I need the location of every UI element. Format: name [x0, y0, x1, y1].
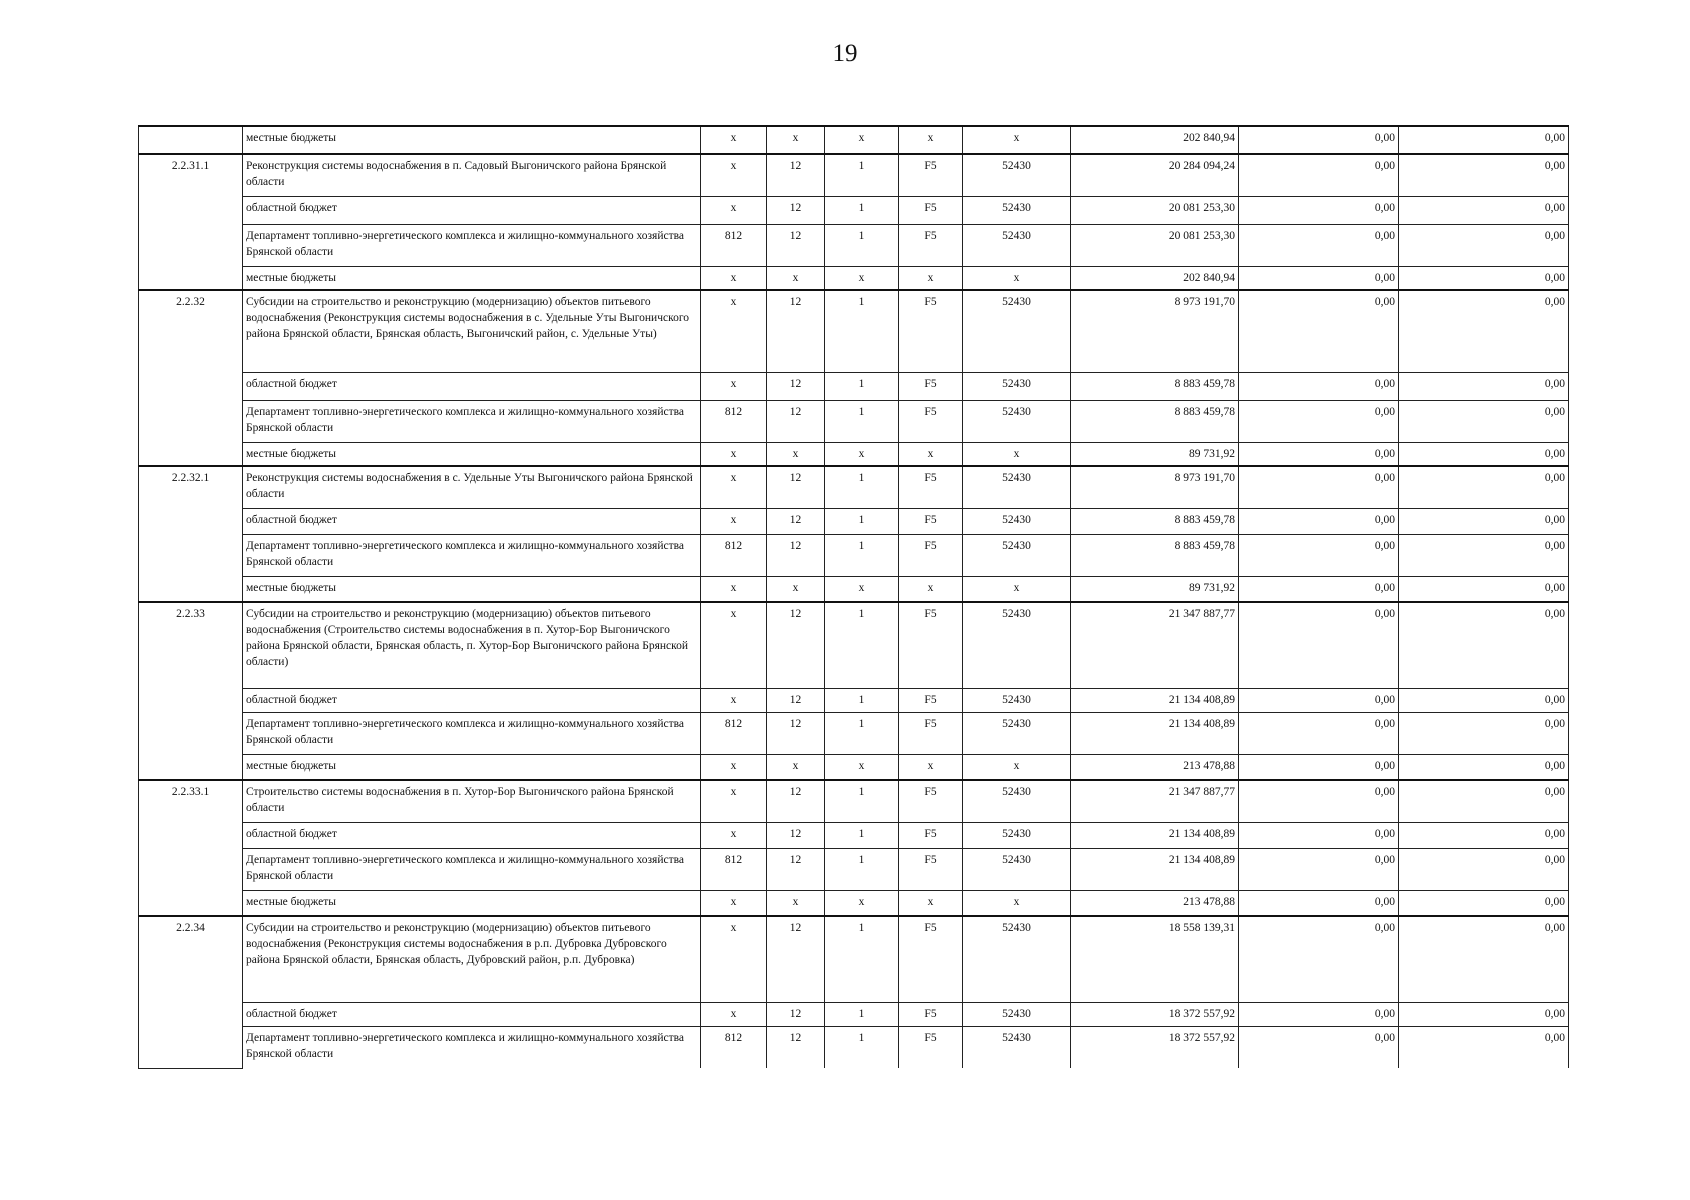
- row-name: местные бюджеты: [243, 266, 701, 290]
- kgrbs-code: x: [701, 916, 767, 1002]
- target-code: F5: [899, 1002, 963, 1026]
- table-row: [139, 916, 1569, 1002]
- row-name: Строительство системы водоснабжения в п. Хутор-Бор Выгоничского района Брянской области: [243, 780, 701, 822]
- amount-2022: 0,00: [1399, 224, 1569, 266]
- subsection-code: x: [825, 754, 899, 780]
- amount-2020: 20 081 253,30: [1071, 224, 1239, 266]
- expense-code: x: [963, 442, 1071, 466]
- amount-2021: 0,00: [1239, 224, 1399, 266]
- row-name: Субсидии на строительство и реконструкцию (модернизацию) объектов питьевого водоснабжения (Строительство системы водоснабжения в п. Хутор-Бор Выгоничского района Брянской области, Брянская область, п. Хутор-Бор Выгоничского района Брянской области): [243, 602, 701, 688]
- subsection-code: 1: [825, 508, 899, 534]
- table-row: [139, 712, 1569, 754]
- row-name: местные бюджеты: [243, 576, 701, 602]
- target-code: F5: [899, 372, 963, 400]
- target-code: x: [899, 754, 963, 780]
- expense-code: 52430: [963, 848, 1071, 890]
- amount-2022: 0,00: [1399, 916, 1569, 1002]
- target-code: F5: [899, 712, 963, 754]
- amount-2022: 0,00: [1399, 154, 1569, 196]
- table-row: [139, 1002, 1569, 1026]
- expense-code: 52430: [963, 688, 1071, 712]
- kgrbs-code: x: [701, 372, 767, 400]
- amount-2022: 0,00: [1399, 372, 1569, 400]
- subsection-code: x: [825, 126, 899, 154]
- subsection-code: 1: [825, 290, 899, 372]
- amount-2022: 0,00: [1399, 890, 1569, 916]
- target-code: F5: [899, 688, 963, 712]
- amount-2021: 0,00: [1239, 508, 1399, 534]
- subsection-code: x: [825, 442, 899, 466]
- row-name: местные бюджеты: [243, 126, 701, 154]
- amount-2020: 213 478,88: [1071, 890, 1239, 916]
- expense-code: 52430: [963, 712, 1071, 754]
- section-code: 12: [767, 154, 825, 196]
- row-name: местные бюджеты: [243, 754, 701, 780]
- amount-2022: 0,00: [1399, 196, 1569, 224]
- amount-2021: 0,00: [1239, 442, 1399, 466]
- section-code: 12: [767, 602, 825, 688]
- amount-2020: 21 347 887,77: [1071, 780, 1239, 822]
- expense-code: 52430: [963, 1026, 1071, 1068]
- amount-2022: 0,00: [1399, 466, 1569, 508]
- amount-2021: 0,00: [1239, 602, 1399, 688]
- amount-2022: 0,00: [1399, 602, 1569, 688]
- section-code: 12: [767, 780, 825, 822]
- kgrbs-code: 812: [701, 848, 767, 890]
- target-code: F5: [899, 848, 963, 890]
- amount-2022: 0,00: [1399, 266, 1569, 290]
- target-code: F5: [899, 534, 963, 576]
- section-code: 12: [767, 400, 825, 442]
- subsection-code: 1: [825, 534, 899, 576]
- row-name: местные бюджеты: [243, 890, 701, 916]
- amount-2020: 21 134 408,89: [1071, 848, 1239, 890]
- subsection-code: 1: [825, 1026, 899, 1068]
- table-row: [139, 602, 1569, 688]
- target-code: F5: [899, 916, 963, 1002]
- table-row: [139, 890, 1569, 916]
- amount-2021: 0,00: [1239, 780, 1399, 822]
- amount-2022: 0,00: [1399, 576, 1569, 602]
- subsection-code: 1: [825, 780, 899, 822]
- row-name: Департамент топливно-энергетического комплекса и жилищно-коммунального хозяйства Брянской области: [243, 224, 701, 266]
- row-name: Субсидии на строительство и реконструкцию (модернизацию) объектов питьевого водоснабжения (Реконструкция системы водоснабжения в р.п. Дубровка Дубровского района Брянской области, Брянская область, Дубровский район, р.п. Дубровка): [243, 916, 701, 1002]
- target-code: F5: [899, 154, 963, 196]
- kgrbs-code: x: [701, 1002, 767, 1026]
- amount-2022: 0,00: [1399, 754, 1569, 780]
- kgrbs-code: x: [701, 780, 767, 822]
- expense-code: 52430: [963, 224, 1071, 266]
- section-code: x: [767, 890, 825, 916]
- kgrbs-code: 812: [701, 712, 767, 754]
- amount-2022: 0,00: [1399, 1026, 1569, 1068]
- item-code: 2.2.34: [139, 916, 243, 1068]
- subsection-code: 1: [825, 1002, 899, 1026]
- section-code: 12: [767, 372, 825, 400]
- amount-2022: 0,00: [1399, 1002, 1569, 1026]
- target-code: F5: [899, 466, 963, 508]
- subsection-code: 1: [825, 916, 899, 1002]
- table-row: [139, 1026, 1569, 1068]
- subsection-code: 1: [825, 848, 899, 890]
- page-number: 19: [832, 40, 858, 67]
- kgrbs-code: x: [701, 466, 767, 508]
- row-name: областной бюджет: [243, 508, 701, 534]
- table-row: [139, 780, 1569, 822]
- kgrbs-code: 812: [701, 534, 767, 576]
- amount-2020: 202 840,94: [1071, 126, 1239, 154]
- kgrbs-code: 812: [701, 400, 767, 442]
- amount-2022: 0,00: [1399, 508, 1569, 534]
- expense-code: 52430: [963, 822, 1071, 848]
- section-code: 12: [767, 822, 825, 848]
- amount-2020: 18 558 139,31: [1071, 916, 1239, 1002]
- amount-2020: 8 883 459,78: [1071, 508, 1239, 534]
- subsection-code: 1: [825, 712, 899, 754]
- row-name: Департамент топливно-энергетического комплекса и жилищно-коммунального хозяйства Брянской области: [243, 534, 701, 576]
- amount-2021: 0,00: [1239, 534, 1399, 576]
- amount-2021: 0,00: [1239, 822, 1399, 848]
- row-name: областной бюджет: [243, 1002, 701, 1026]
- section-code: x: [767, 126, 825, 154]
- amount-2021: 0,00: [1239, 688, 1399, 712]
- target-code: F5: [899, 400, 963, 442]
- amount-2020: 8 883 459,78: [1071, 400, 1239, 442]
- section-code: 12: [767, 508, 825, 534]
- subsection-code: x: [825, 266, 899, 290]
- amount-2022: 0,00: [1399, 442, 1569, 466]
- table-row: [139, 442, 1569, 466]
- table-row: [139, 266, 1569, 290]
- table-row: [139, 508, 1569, 534]
- kgrbs-code: x: [701, 576, 767, 602]
- table-row: [139, 224, 1569, 266]
- amount-2021: 0,00: [1239, 372, 1399, 400]
- kgrbs-code: x: [701, 196, 767, 224]
- amount-2021: 0,00: [1239, 712, 1399, 754]
- amount-2021: 0,00: [1239, 400, 1399, 442]
- row-name: областной бюджет: [243, 688, 701, 712]
- table-row: [139, 822, 1569, 848]
- table-row: [139, 576, 1569, 602]
- amount-2021: 0,00: [1239, 266, 1399, 290]
- amount-2020: 8 883 459,78: [1071, 534, 1239, 576]
- expense-code: 52430: [963, 780, 1071, 822]
- target-code: x: [899, 266, 963, 290]
- target-code: x: [899, 442, 963, 466]
- section-code: x: [767, 442, 825, 466]
- target-code: F5: [899, 1026, 963, 1068]
- amount-2021: 0,00: [1239, 576, 1399, 602]
- kgrbs-code: x: [701, 754, 767, 780]
- expense-code: 52430: [963, 1002, 1071, 1026]
- item-code: 2.2.32.1: [139, 466, 243, 602]
- table-row: [139, 534, 1569, 576]
- table-row: [139, 290, 1569, 372]
- section-code: x: [767, 754, 825, 780]
- target-code: F5: [899, 822, 963, 848]
- expense-code: 52430: [963, 534, 1071, 576]
- item-code: 2.2.33.1: [139, 780, 243, 916]
- target-code: F5: [899, 780, 963, 822]
- table-row: [139, 154, 1569, 196]
- amount-2021: 0,00: [1239, 1026, 1399, 1068]
- target-code: F5: [899, 224, 963, 266]
- amount-2022: 0,00: [1399, 688, 1569, 712]
- amount-2021: 0,00: [1239, 196, 1399, 224]
- expense-code: x: [963, 576, 1071, 602]
- amount-2022: 0,00: [1399, 534, 1569, 576]
- expense-code: x: [963, 126, 1071, 154]
- section-code: x: [767, 266, 825, 290]
- table-row: [139, 126, 1569, 154]
- amount-2020: 21 347 887,77: [1071, 602, 1239, 688]
- kgrbs-code: x: [701, 266, 767, 290]
- expense-code: 52430: [963, 290, 1071, 372]
- amount-2021: 0,00: [1239, 916, 1399, 1002]
- row-name: Департамент топливно-энергетического комплекса и жилищно-коммунального хозяйства Брянской области: [243, 400, 701, 442]
- amount-2021: 0,00: [1239, 1002, 1399, 1026]
- item-code: 2.2.32: [139, 290, 243, 466]
- amount-2022: 0,00: [1399, 822, 1569, 848]
- table-row: [139, 372, 1569, 400]
- kgrbs-code: x: [701, 154, 767, 196]
- row-name: областной бюджет: [243, 822, 701, 848]
- amount-2020: 8 973 191,70: [1071, 466, 1239, 508]
- kgrbs-code: x: [701, 822, 767, 848]
- subsection-code: 1: [825, 602, 899, 688]
- subsection-code: 1: [825, 466, 899, 508]
- amount-2021: 0,00: [1239, 126, 1399, 154]
- amount-2021: 0,00: [1239, 754, 1399, 780]
- subsection-code: 1: [825, 688, 899, 712]
- table-row: [139, 754, 1569, 780]
- subsection-code: 1: [825, 154, 899, 196]
- section-code: 12: [767, 196, 825, 224]
- amount-2020: 8 883 459,78: [1071, 372, 1239, 400]
- expense-code: 52430: [963, 916, 1071, 1002]
- amount-2020: 18 372 557,92: [1071, 1002, 1239, 1026]
- table-row: [139, 466, 1569, 508]
- section-code: 12: [767, 1026, 825, 1068]
- expense-code: 52430: [963, 466, 1071, 508]
- item-code: 2.2.33: [139, 602, 243, 780]
- kgrbs-code: x: [701, 442, 767, 466]
- amount-2021: 0,00: [1239, 466, 1399, 508]
- section-code: x: [767, 576, 825, 602]
- section-code: 12: [767, 916, 825, 1002]
- table-row: [139, 688, 1569, 712]
- expense-code: 52430: [963, 602, 1071, 688]
- row-name: Департамент топливно-энергетического комплекса и жилищно-коммунального хозяйства Брянской области: [243, 1026, 701, 1068]
- amount-2020: 89 731,92: [1071, 576, 1239, 602]
- subsection-code: x: [825, 576, 899, 602]
- expense-code: 52430: [963, 372, 1071, 400]
- section-code: 12: [767, 534, 825, 576]
- target-code: x: [899, 890, 963, 916]
- kgrbs-code: x: [701, 688, 767, 712]
- amount-2020: 202 840,94: [1071, 266, 1239, 290]
- table-row: [139, 196, 1569, 224]
- expense-code: 52430: [963, 400, 1071, 442]
- row-name: областной бюджет: [243, 196, 701, 224]
- section-code: 12: [767, 466, 825, 508]
- section-code: 12: [767, 290, 825, 372]
- kgrbs-code: x: [701, 126, 767, 154]
- target-code: F5: [899, 290, 963, 372]
- item-code: [139, 126, 243, 154]
- amount-2021: 0,00: [1239, 890, 1399, 916]
- section-code: 12: [767, 224, 825, 266]
- amount-2020: 89 731,92: [1071, 442, 1239, 466]
- expense-code: x: [963, 754, 1071, 780]
- amount-2022: 0,00: [1399, 400, 1569, 442]
- table-row: [139, 848, 1569, 890]
- amount-2020: 21 134 408,89: [1071, 712, 1239, 754]
- item-code: 2.2.31.1: [139, 154, 243, 290]
- expense-code: x: [963, 266, 1071, 290]
- target-code: F5: [899, 196, 963, 224]
- budget-table: [138, 125, 1569, 1069]
- row-name: местные бюджеты: [243, 442, 701, 466]
- kgrbs-code: 812: [701, 224, 767, 266]
- amount-2022: 0,00: [1399, 712, 1569, 754]
- amount-2022: 0,00: [1399, 780, 1569, 822]
- target-code: x: [899, 576, 963, 602]
- amount-2022: 0,00: [1399, 126, 1569, 154]
- budget-table-body: [139, 126, 1569, 1068]
- section-code: 12: [767, 712, 825, 754]
- section-code: 12: [767, 1002, 825, 1026]
- subsection-code: x: [825, 890, 899, 916]
- expense-code: x: [963, 890, 1071, 916]
- row-name: Субсидии на строительство и реконструкцию (модернизацию) объектов питьевого водоснабжения (Реконструкция системы водоснабжения в с. Удельные Уты Выгоничского района Брянской области, Брянская область, Выгоничский район, с. Удельные Уты): [243, 290, 701, 372]
- amount-2020: 213 478,88: [1071, 754, 1239, 780]
- amount-2020: 21 134 408,89: [1071, 822, 1239, 848]
- amount-2021: 0,00: [1239, 848, 1399, 890]
- target-code: x: [899, 126, 963, 154]
- section-code: 12: [767, 688, 825, 712]
- expense-code: 52430: [963, 196, 1071, 224]
- subsection-code: 1: [825, 372, 899, 400]
- amount-2020: 20 081 253,30: [1071, 196, 1239, 224]
- row-name: областной бюджет: [243, 372, 701, 400]
- amount-2020: 20 284 094,24: [1071, 154, 1239, 196]
- row-name: Департамент топливно-энергетического комплекса и жилищно-коммунального хозяйства Брянской области: [243, 848, 701, 890]
- subsection-code: 1: [825, 224, 899, 266]
- row-name: Департамент топливно-энергетического комплекса и жилищно-коммунального хозяйства Брянской области: [243, 712, 701, 754]
- amount-2021: 0,00: [1239, 154, 1399, 196]
- kgrbs-code: 812: [701, 1026, 767, 1068]
- amount-2020: 8 973 191,70: [1071, 290, 1239, 372]
- amount-2022: 0,00: [1399, 848, 1569, 890]
- table-row: [139, 400, 1569, 442]
- row-name: Реконструкция системы водоснабжения в п. Садовый Выгоничского района Брянской области: [243, 154, 701, 196]
- kgrbs-code: x: [701, 602, 767, 688]
- kgrbs-code: x: [701, 890, 767, 916]
- expense-code: 52430: [963, 154, 1071, 196]
- expense-code: 52430: [963, 508, 1071, 534]
- target-code: F5: [899, 508, 963, 534]
- amount-2021: 0,00: [1239, 290, 1399, 372]
- amount-2020: 21 134 408,89: [1071, 688, 1239, 712]
- amount-2022: 0,00: [1399, 290, 1569, 372]
- subsection-code: 1: [825, 196, 899, 224]
- section-code: 12: [767, 848, 825, 890]
- kgrbs-code: x: [701, 508, 767, 534]
- subsection-code: 1: [825, 400, 899, 442]
- target-code: F5: [899, 602, 963, 688]
- amount-2020: 18 372 557,92: [1071, 1026, 1239, 1068]
- kgrbs-code: x: [701, 290, 767, 372]
- row-name: Реконструкция системы водоснабжения в с. Удельные Уты Выгоничского района Брянской области: [243, 466, 701, 508]
- subsection-code: 1: [825, 822, 899, 848]
